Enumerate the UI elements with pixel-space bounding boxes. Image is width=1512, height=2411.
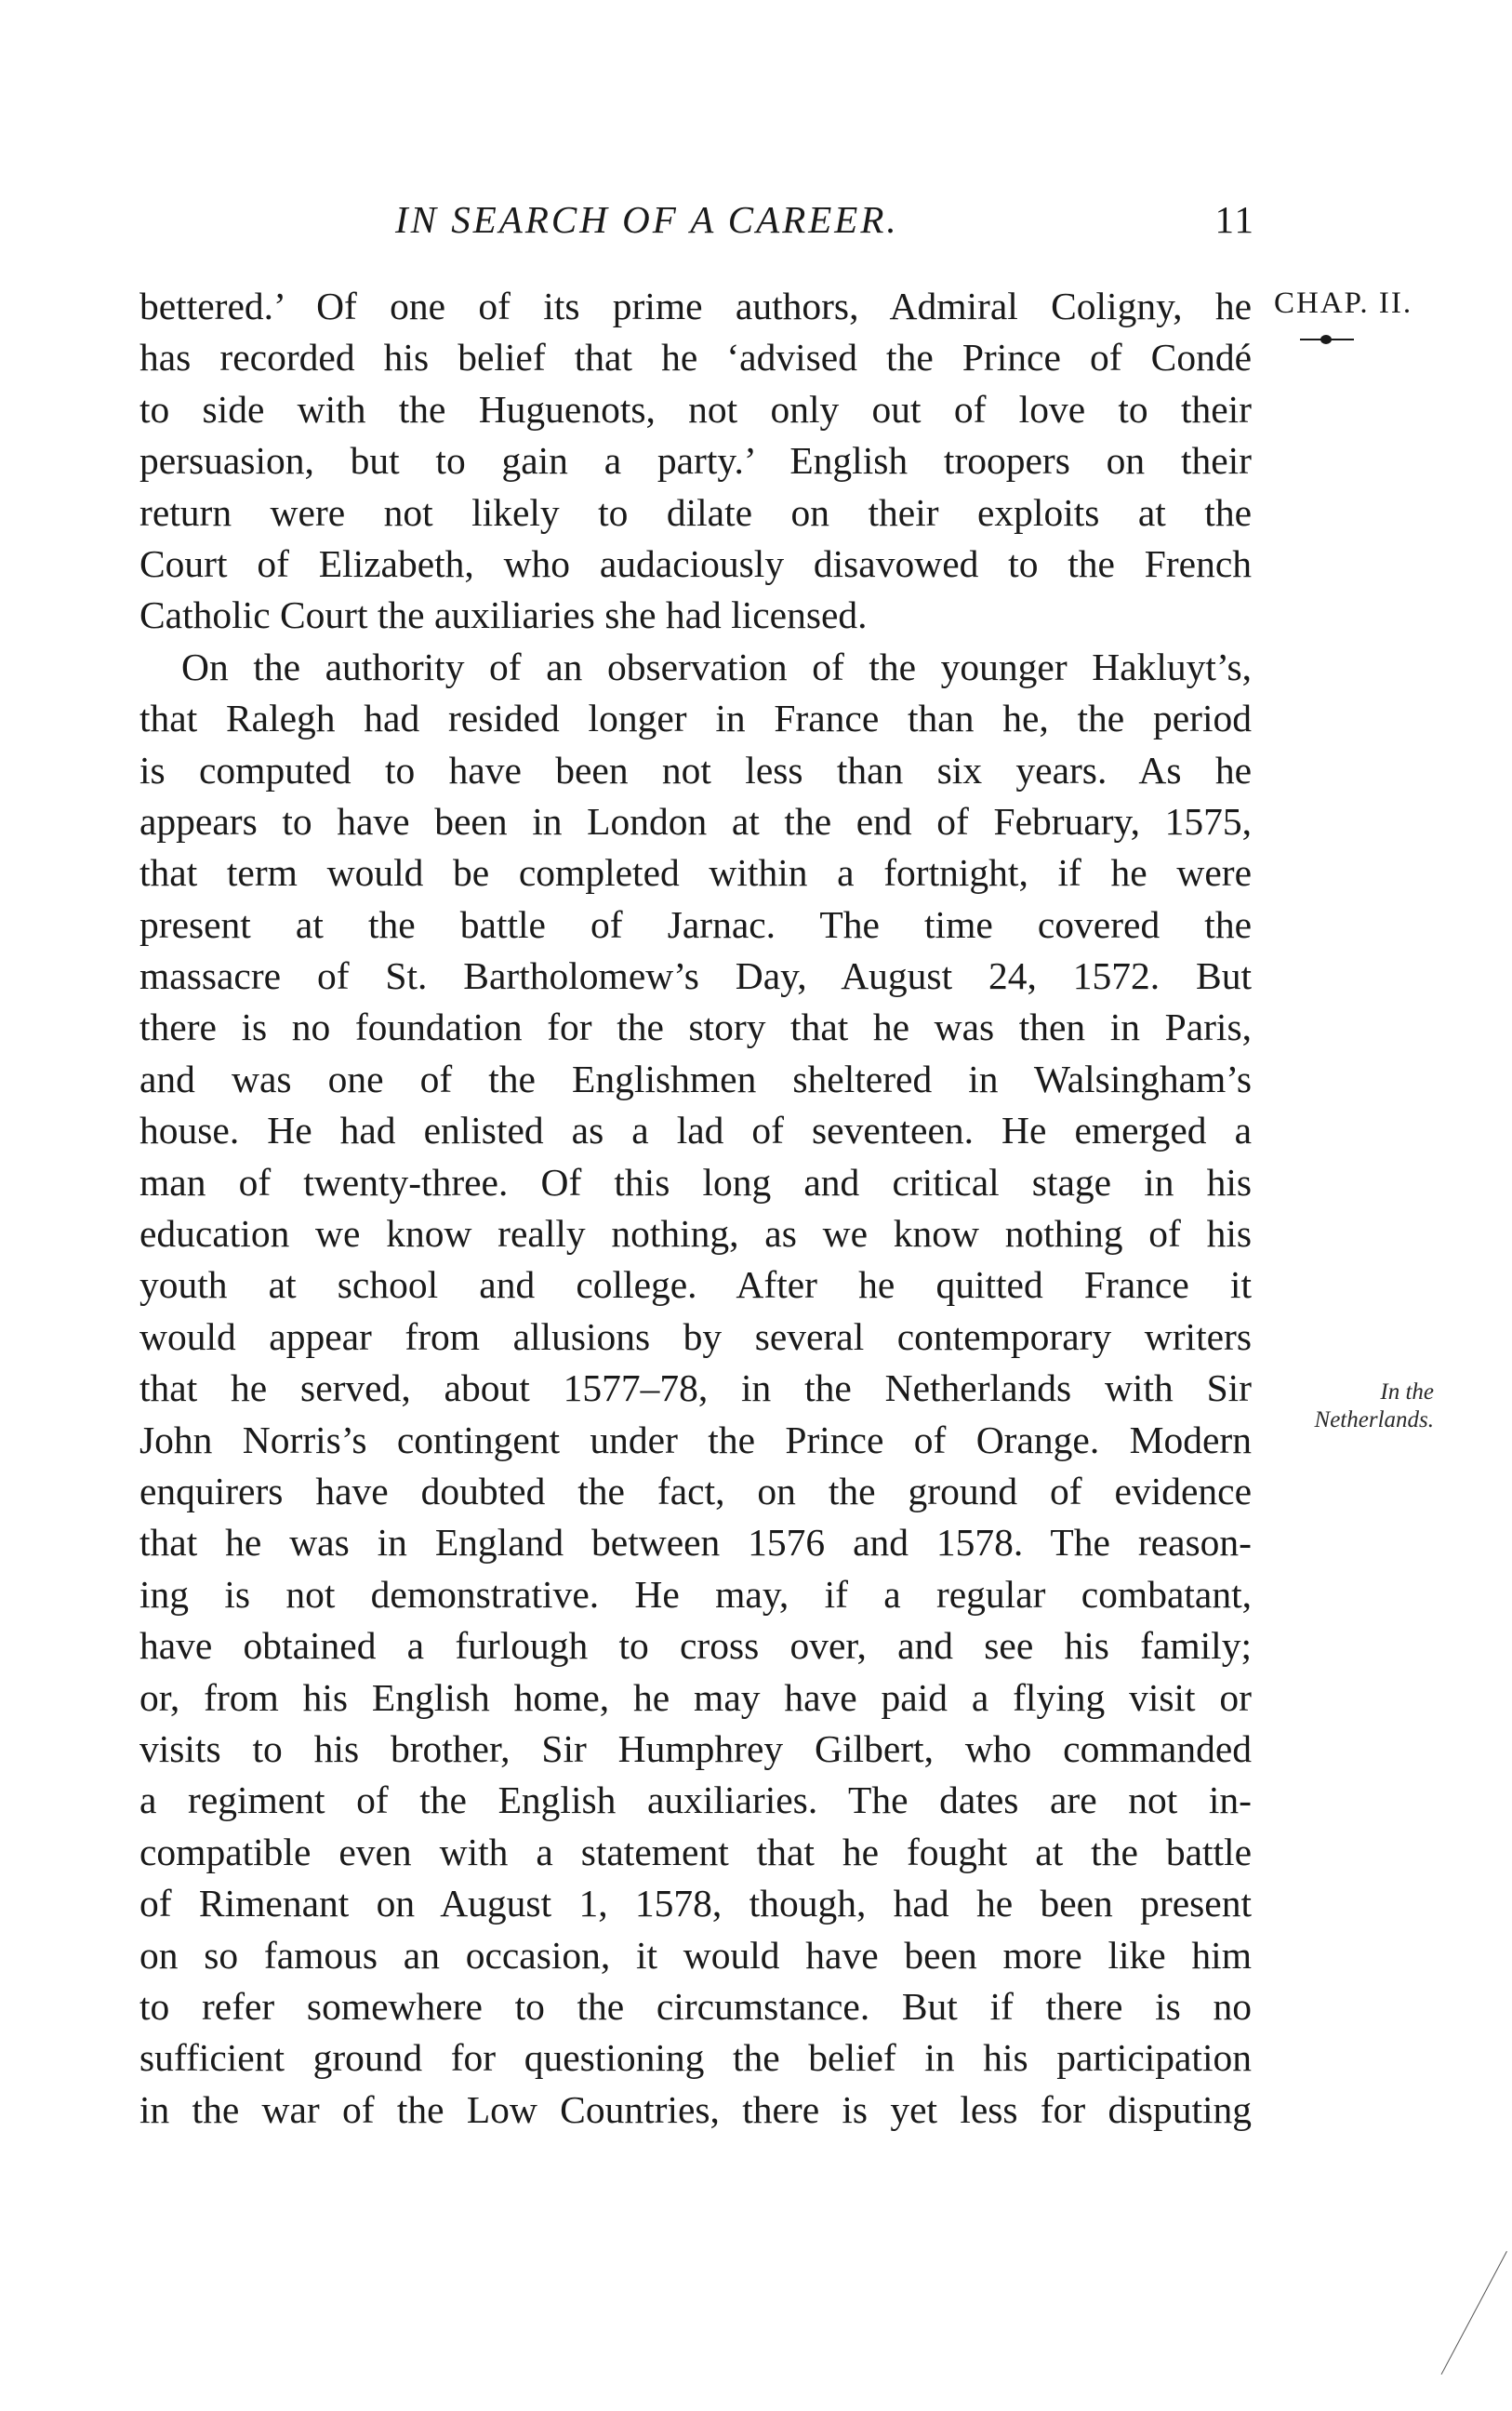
- text-line: sufficient ground for questioning the belief in his participation: [139, 2036, 1252, 2080]
- text-line: house. He had enlisted as a lad of seventeen. He emerged a: [139, 1109, 1252, 1152]
- text-line: persuasion, but to gain a party.’ English troopers on their: [139, 439, 1252, 483]
- text-line: Court of Elizabeth, who audaciously disavowed to the French: [139, 541, 1252, 585]
- text-line: John Norris’s contingent under the Prince of Orange. Modern: [139, 1418, 1252, 1461]
- text-line: visits to his brother, Sir Humphrey Gilbert, who commanded: [139, 1726, 1252, 1770]
- text-line: and was one of the Englishmen sheltered in Walsingham’s: [139, 1057, 1252, 1100]
- text-line: that he served, about 1577–78, in the Netherlands with Sir: [139, 1366, 1252, 1410]
- text-line: appears to have been in London at the end of February, 1575,: [139, 799, 1252, 843]
- text-line: youth at school and college. After he quitted France it: [139, 1263, 1252, 1307]
- text-line: of Rimenant on August 1, 1578, though, had he been present: [139, 1882, 1252, 1925]
- page-number: 11: [1214, 198, 1255, 241]
- text-line: massacre of St. Bartholomew’s Day, August 24, 1572. But: [139, 954, 1252, 998]
- chapter-marker: CHAP. II.: [1274, 286, 1413, 320]
- text-line: return were not likely to dilate on their exploits at the: [139, 490, 1252, 534]
- text-line: there is no foundation for the story that he was then in Paris,: [139, 1006, 1252, 1049]
- text-line: compatible even with a statement that he fought at the battle: [139, 1830, 1252, 1873]
- marginal-note-line-1: In the: [1380, 1379, 1434, 1405]
- text-line: On the authority of an observation of the younger Hakluyt’s,: [181, 645, 1252, 688]
- text-line: present at the battle of Jarnac. The time covered the: [139, 902, 1252, 946]
- text-line: have obtained a furlough to cross over, and see his family;: [139, 1624, 1252, 1668]
- text-line: Catholic Court the auxiliaries she had licensed.: [139, 593, 868, 637]
- chapter-ornament: [1300, 339, 1354, 340]
- running-title: IN SEARCH OF A CAREER.: [395, 198, 899, 241]
- body-text: [139, 281, 1252, 2136]
- text-line: enquirers have doubted the fact, on the ground of evidence: [139, 1469, 1252, 1512]
- running-head: [139, 197, 1255, 253]
- marginal-note-line-2: Netherlands.: [1314, 1407, 1434, 1432]
- text-line: bettered.’ Of one of its prime authors, Admiral Coligny, he: [139, 285, 1252, 327]
- text-line: that Ralegh had resided longer in France than he, the period: [139, 697, 1252, 740]
- text-line: would appear from allusions by several contemporary writers: [139, 1314, 1252, 1358]
- text-line: that term would be completed within a fortnight, if he were: [139, 851, 1252, 895]
- text-line: or, from his English home, he may have paid a flying visit or: [139, 1675, 1252, 1719]
- text-line: is computed to have been not less than six years. As he: [139, 748, 1252, 792]
- text-line: a regiment of the English auxiliaries. The dates are not in-: [139, 1778, 1252, 1822]
- stray-pen-mark: [1441, 2251, 1507, 2375]
- text-line: has recorded his belief that he ‘advised the Prince of Condé: [139, 336, 1252, 380]
- text-line: on so famous an occasion, it would have been more like him: [139, 1933, 1252, 1977]
- text-line: that he was in England between 1576 and 1578. The reason-: [139, 1521, 1252, 1565]
- text-line: man of twenty-three. Of this long and critical stage in his: [139, 1160, 1252, 1204]
- marginal-note: [1257, 1379, 1434, 1434]
- text-line: ing is not demonstrative. He may, if a regular combatant,: [139, 1572, 1252, 1616]
- text-line: education we know really nothing, as we know nothing of his: [139, 1212, 1252, 1256]
- text-line: to refer somewhere to the circumstance. But if there is no: [139, 1984, 1252, 2028]
- text-line: to side with the Huguenots, not only out of love to their: [139, 387, 1252, 431]
- text-line: in the war of the Low Countries, there is yet less for disputing: [139, 2087, 1252, 2131]
